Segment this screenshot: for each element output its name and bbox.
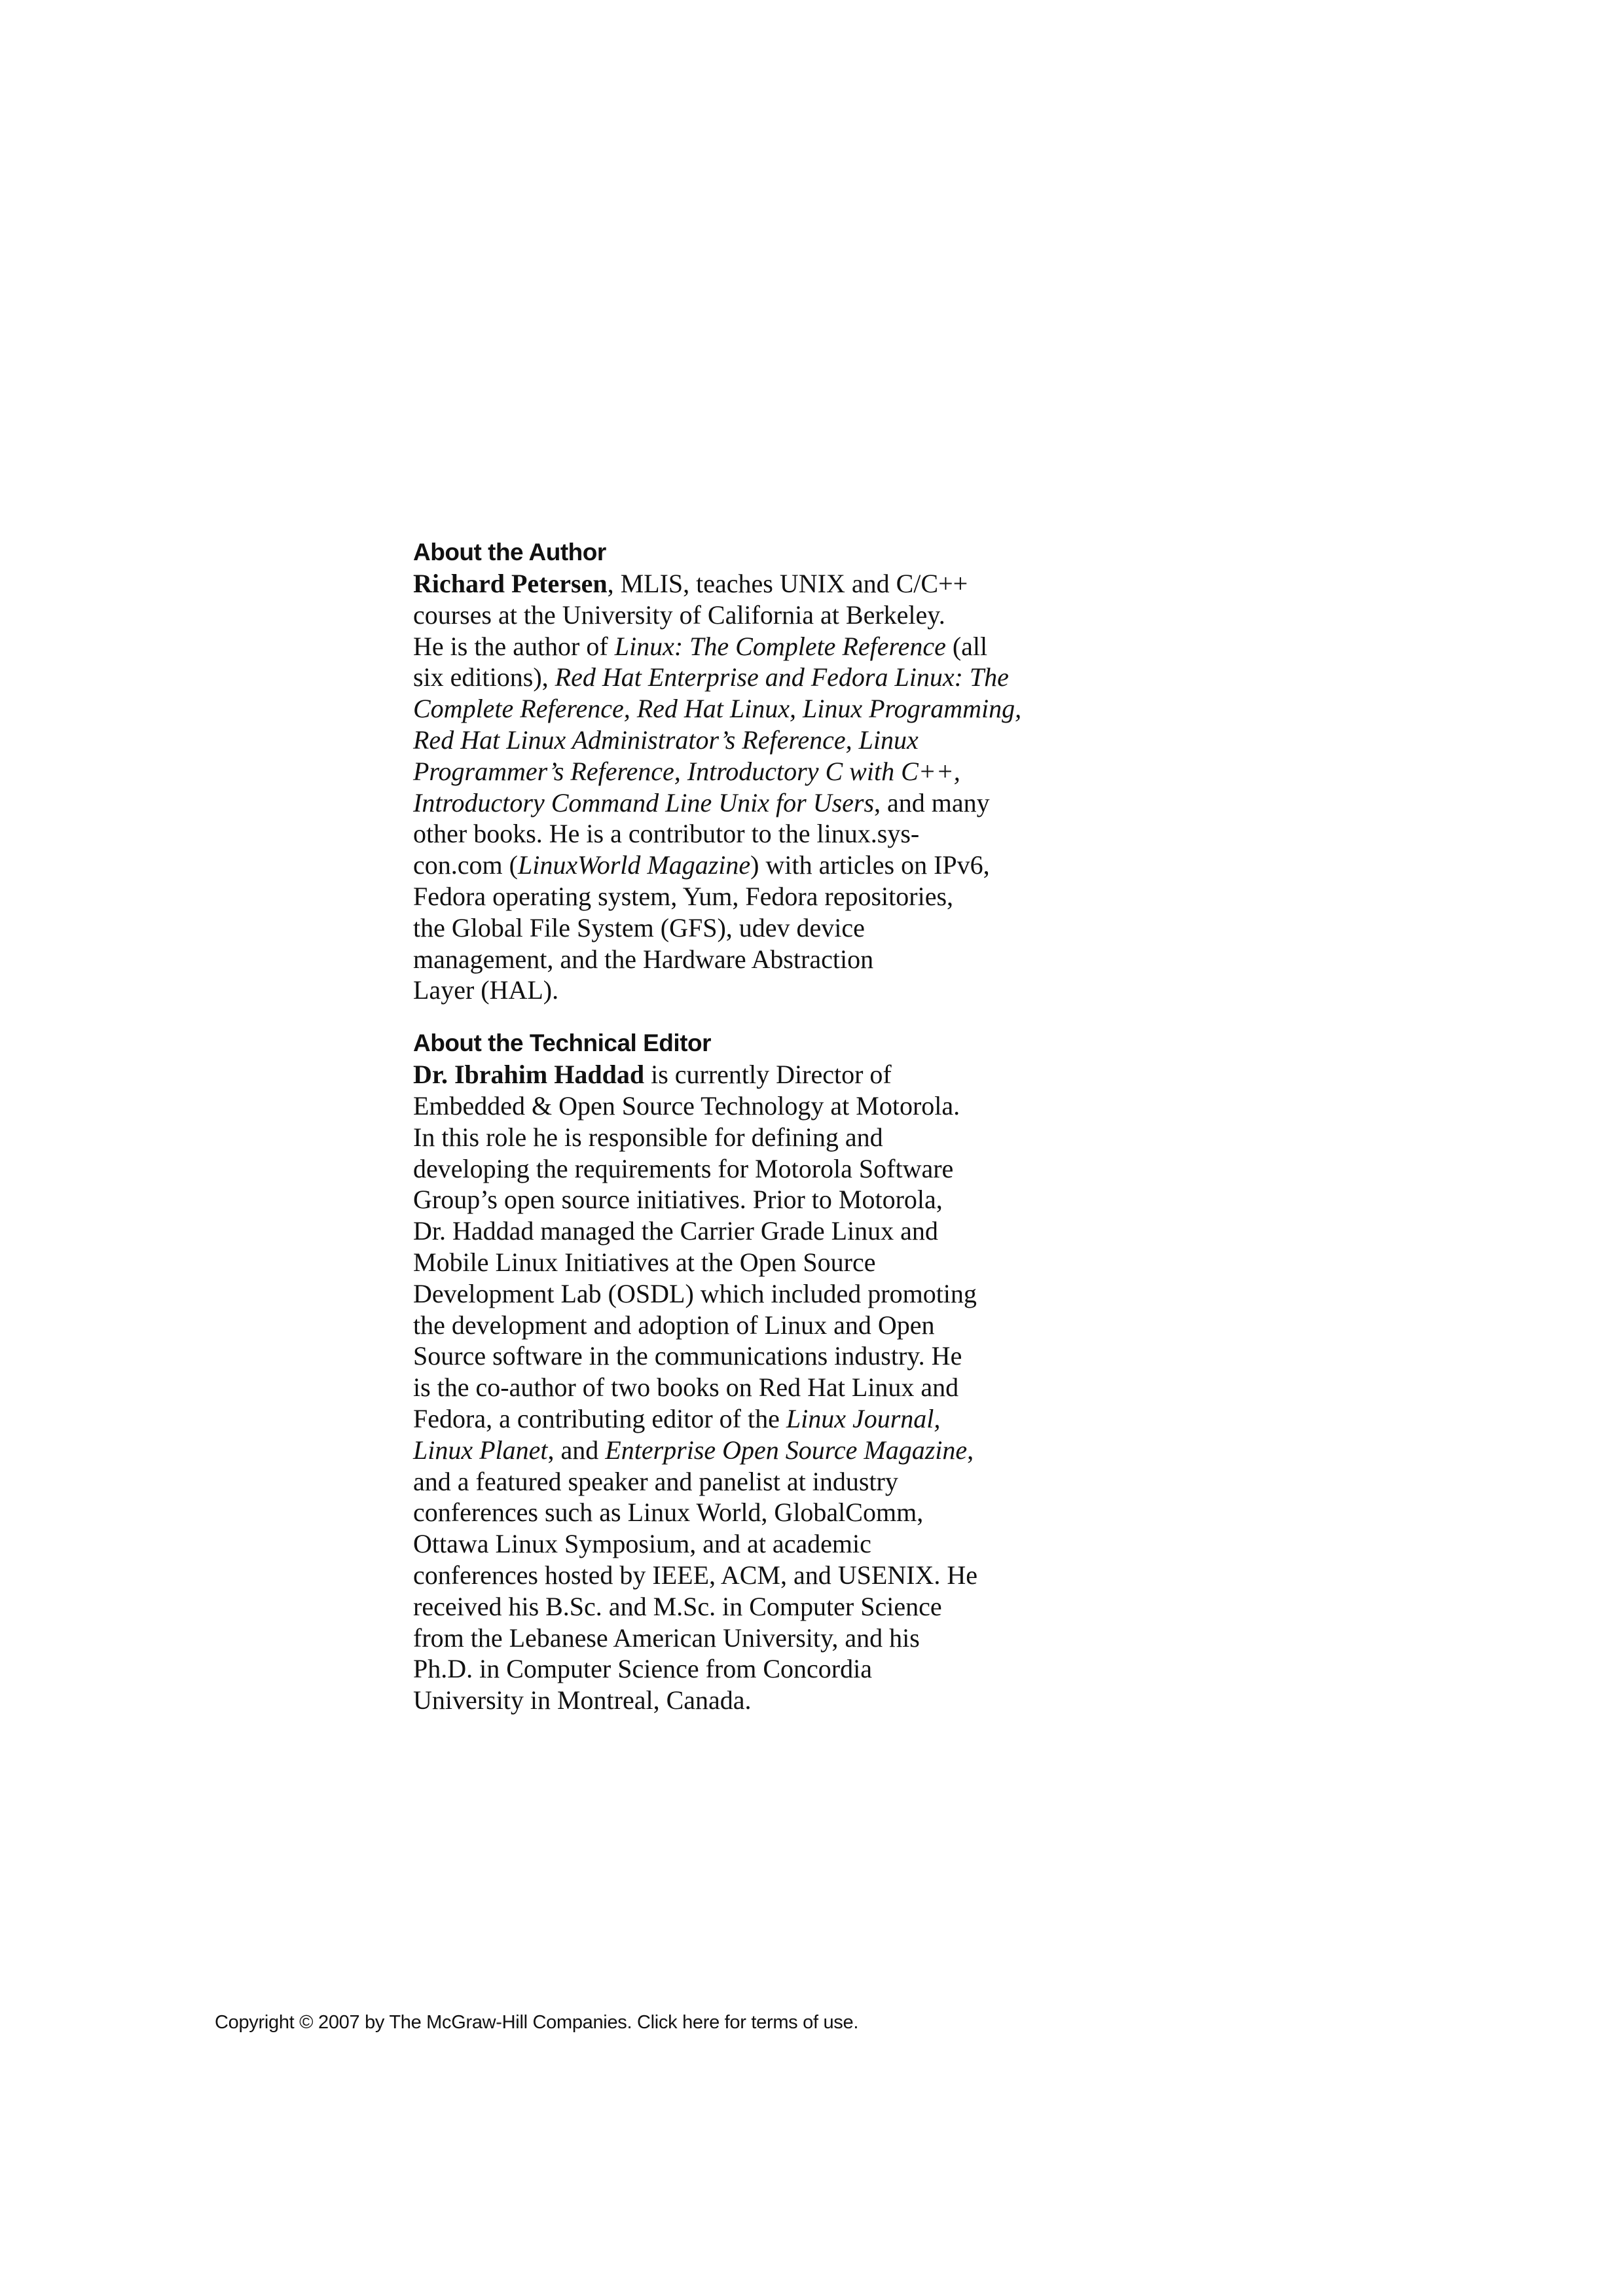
text-run: ) with articles on IPv6,	[750, 850, 990, 880]
text-run: Ottawa Linux Symposium, and at academic	[413, 1529, 871, 1559]
text-run: (all	[945, 631, 988, 661]
text-line	[413, 1278, 1068, 1310]
text-run: , MLIS, teaches UNIX and C/C++	[607, 569, 968, 598]
text-line	[413, 662, 1068, 693]
text-run: He is the author of	[413, 631, 615, 661]
text-column	[413, 537, 1068, 1716]
text-line	[413, 1466, 1068, 1498]
text-run: six editions),	[413, 662, 555, 692]
text-line	[413, 1435, 1068, 1466]
text-run: developing the requirements for Motorola Software	[413, 1153, 954, 1183]
book-title: Red Hat Enterprise and Fedora Linux: The	[555, 662, 1009, 692]
text-line	[413, 912, 1068, 944]
text-line	[413, 1372, 1068, 1403]
editor-bio	[413, 1059, 1068, 1716]
text-line	[413, 1685, 1068, 1716]
text-line	[413, 1310, 1068, 1341]
editor-heading: About the Technical Editor	[413, 1030, 711, 1057]
text-run: Group’s open source initiatives. Prior to Motorola,	[413, 1185, 943, 1215]
text-run: management, and the Hardware Abstraction	[413, 944, 874, 974]
text-run: from the Lebanese American University, and his	[413, 1623, 920, 1653]
text-line	[413, 1090, 1068, 1122]
text-line	[413, 756, 1068, 787]
author-bio	[413, 568, 1068, 1006]
text-run: Development Lab (OSDL) which included promoting	[413, 1278, 977, 1308]
text-run: Mobile Linux Initiatives at the Open Source	[413, 1247, 876, 1277]
text-run: Dr. Haddad managed the Carrier Grade Linux and	[413, 1216, 938, 1246]
text-line	[413, 787, 1068, 819]
text-run: conferences such as Linux World, GlobalComm,	[413, 1498, 924, 1528]
text-run: is the co-author of two books on Red Hat Linux and	[413, 1372, 959, 1403]
text-line	[413, 881, 1068, 912]
book-title: Introductory Command Line Unix for Users	[413, 787, 875, 817]
text-run: is currently Director of	[644, 1060, 892, 1090]
text-line	[413, 1623, 1068, 1654]
book-title: Enterprise Open Source Magazine	[605, 1435, 968, 1465]
text-line	[413, 1560, 1068, 1591]
book-title: Red Hat Linux Administrator’s Reference, Linux	[413, 725, 919, 755]
text-run: , and many	[874, 787, 990, 817]
text-run: received his B.Sc. and M.Sc. in Computer Science	[413, 1591, 942, 1621]
text-line	[413, 693, 1068, 725]
text-run: courses at the University of California at Berkeley.	[413, 600, 945, 630]
text-line	[413, 568, 1068, 600]
book-title: Complete Reference, Red Hat Linux, Linux Programming,	[413, 694, 1022, 724]
text-line	[413, 1122, 1068, 1153]
text-run: the Global File System (GFS), udev device	[413, 912, 865, 942]
text-line	[413, 1184, 1068, 1215]
text-line	[413, 725, 1068, 756]
author-heading: About the Author	[413, 539, 606, 565]
text-run: Source software in the communications industry. He	[413, 1341, 962, 1371]
text-line	[413, 1591, 1068, 1623]
text-line	[413, 1215, 1068, 1247]
text-line	[413, 1153, 1068, 1185]
person-name: Richard Petersen	[413, 569, 608, 598]
text-run: In this role he is responsible for defining and	[413, 1122, 883, 1152]
text-line	[413, 1497, 1068, 1528]
text-line	[413, 975, 1068, 1006]
text-run: the development and adoption of Linux and Open	[413, 1310, 935, 1340]
text-line	[413, 600, 1068, 631]
text-line	[413, 1340, 1068, 1372]
text-run: Fedora operating system, Yum, Fedora repositories,	[413, 881, 954, 911]
book-title: Linux Planet	[413, 1435, 548, 1465]
text-line	[413, 1403, 1068, 1435]
section-gap	[413, 1006, 1068, 1028]
text-run: Embedded & Open Source Technology at Motorola.	[413, 1090, 960, 1121]
text-line	[413, 818, 1068, 850]
text-run: con.com (	[413, 850, 518, 880]
text-run: other books. He is a contributor to the linux.sys-	[413, 819, 920, 849]
text-run: and a featured speaker and panelist at industry	[413, 1466, 898, 1496]
text-run: Ph.D. in Computer Science from Concordia	[413, 1654, 872, 1684]
book-title: Linux Journal,	[786, 1403, 941, 1433]
text-line	[413, 1247, 1068, 1278]
book-title: LinuxWorld Magazine	[517, 850, 751, 880]
text-run: ,	[967, 1435, 974, 1465]
text-run: University in Montreal, Canada.	[413, 1685, 752, 1715]
text-line	[413, 1528, 1068, 1560]
copyright-notice: Copyright © 2007 by The McGraw-Hill Companies. Click here for terms of use.	[215, 2012, 859, 2033]
text-run: Fedora, a contributing editor of the	[413, 1403, 786, 1433]
text-line	[413, 1653, 1068, 1685]
text-line	[413, 944, 1068, 975]
text-run: , and	[547, 1435, 606, 1465]
book-title: Programmer’s Reference, Introductory C with C++,	[413, 756, 960, 786]
text-run: conferences hosted by IEEE, ACM, and USENIX. He	[413, 1560, 978, 1590]
person-name: Dr. Ibrahim Haddad	[413, 1060, 645, 1090]
text-line	[413, 631, 1068, 662]
text-run: Layer (HAL).	[413, 975, 559, 1005]
text-line	[413, 850, 1068, 881]
book-title: Linux: The Complete Reference	[614, 631, 946, 661]
text-line	[413, 1059, 1068, 1090]
